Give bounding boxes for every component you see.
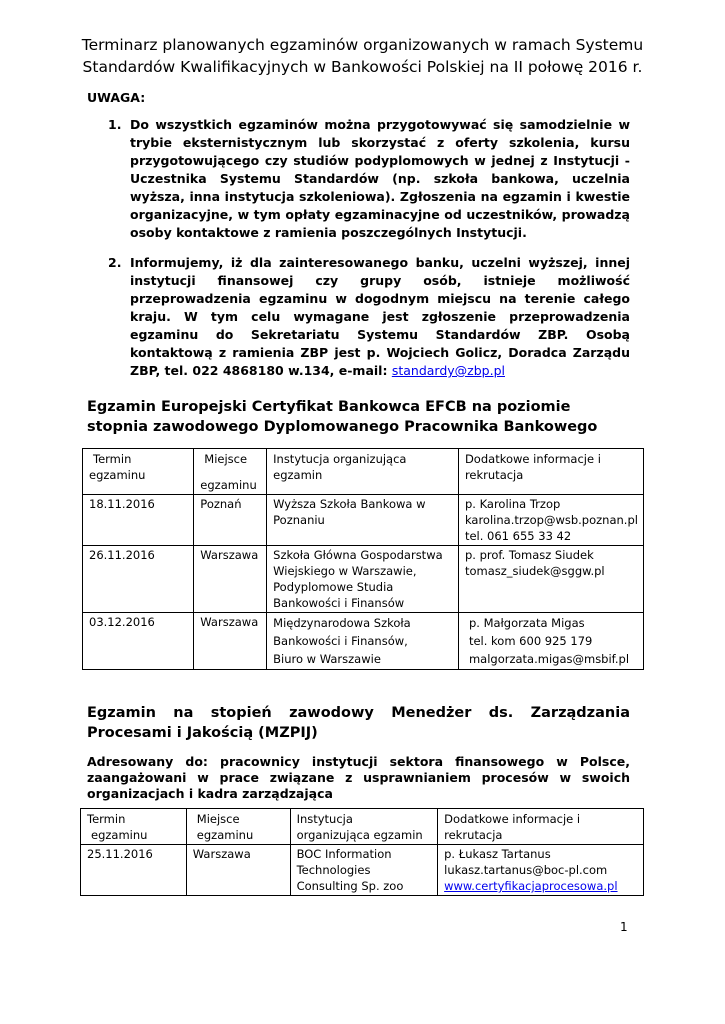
mzpij-heading-line-2: Procesami i Jakością (MZPIJ) <box>87 725 318 741</box>
header-miejsce <box>194 449 267 495</box>
institution-line-2: Bankowości i Finansów, <box>273 634 408 648</box>
header-termin-line-1: Termin <box>93 452 132 466</box>
table-row <box>83 613 644 670</box>
cell-contact <box>458 495 643 546</box>
header-miejsce <box>186 809 290 845</box>
contact-name: p. Karolina Trzop <box>464 497 561 511</box>
cell-place: Warszawa <box>186 845 290 896</box>
audience-line-3: organizacjach i kadra zarządzająca <box>87 786 333 801</box>
efcb-heading <box>87 397 630 437</box>
efcb-heading-line-1: Egzamin Europejski Certyfikat Bankowca EFCB na poziomie <box>87 399 571 415</box>
contact-name: p. prof. Tomasz Siudek <box>464 548 594 562</box>
header-dodatkowe: Dodatkowe informacje i rekrutacja <box>458 449 643 495</box>
cell-contact <box>438 845 644 896</box>
cell-contact <box>458 613 643 670</box>
document-title <box>60 34 665 78</box>
cell-institution: Szkoła Główna Gospodarstwa Wiejskiego w Warszawie, Podyplomowe Studia Bankowości i Finansów <box>267 546 459 613</box>
page-number: 1 <box>620 920 628 934</box>
header-miejsce-line-2: egzaminu <box>200 478 257 492</box>
table-row <box>81 845 644 896</box>
efcb-table <box>82 448 644 670</box>
cell-place: Warszawa <box>194 613 267 670</box>
header-termin-line-2: egzaminu <box>91 828 148 842</box>
institution-line-1: BOC Information <box>296 847 392 861</box>
contact-phone: tel. kom 600 925 179 <box>468 634 593 648</box>
institution-line-3: Biuro w Warszawie <box>273 652 381 666</box>
efcb-heading-line-2: stopnia zawodowego Dyplomowanego Pracownika Bankowego <box>87 419 598 435</box>
title-line-1: Terminarz planowanych egzaminów organizowanych w ramach Systemu <box>81 36 644 54</box>
cell-date: 03.12.2016 <box>83 613 194 670</box>
header-instytucja-line-1: Instytucja <box>296 812 353 826</box>
table-header-row <box>81 809 644 845</box>
header-miejsce-line-1: Miejsce <box>204 452 248 466</box>
title-line-2: Standardów Kwalifikacyjnych w Bankowości Polskiej na II połowę 2016 r. <box>82 58 643 76</box>
cell-contact <box>458 546 643 613</box>
cell-date: 26.11.2016 <box>83 546 194 613</box>
contact-name: p. Małgorzata Migas <box>468 616 585 630</box>
header-miejsce-line-2: egzaminu <box>196 828 254 842</box>
cell-place: Poznań <box>194 495 267 546</box>
note-number: 1. <box>108 117 122 132</box>
note-item <box>108 116 630 242</box>
header-instytucja <box>290 809 438 845</box>
header-termin-line-2: egzaminu <box>89 468 146 482</box>
cell-date: 18.11.2016 <box>83 495 194 546</box>
contact-phone: tel. 061 655 33 42 <box>464 529 572 543</box>
institution-line-3: Consulting Sp. zoo <box>296 879 404 893</box>
mzpij-heading-line-1: Egzamin na stopień zawodowy Menedżer ds. Zarządzania <box>87 705 630 721</box>
table-header-row <box>83 449 644 495</box>
contact-email: lukasz.tartanus@boc-pl.com <box>444 863 608 877</box>
mzpij-table <box>80 808 644 896</box>
institution-line-1: Międzynarodowa Szkoła <box>273 616 411 630</box>
header-instytucja: Instytucja organizująca egzamin <box>267 449 459 495</box>
table-row <box>83 495 644 546</box>
audience-line-1: Adresowany do: pracownicy instytucji sektora finansowego w Polsce, <box>87 754 630 769</box>
contact-email: karolina.trzop@wsb.poznan.pl <box>464 513 638 527</box>
note-number: 2. <box>108 255 122 270</box>
note-item <box>108 254 630 380</box>
cell-institution <box>290 845 438 896</box>
note-text: Do wszystkich egzaminów można przygotowywać się samodzielnie w trybie eksternistycznym lub skorzystać z oferty szkolenia, kursu przygotowującego czy studiów podyplomowych w jednej z Instytucji - Uczestnika Systemu Standardów (np. szkoła bankowa, uczelnia wyższa, inna instytucja szkoleniowa). Zgłoszenia na egzamin i kwestie organizacyjne, w tym opłaty egzaminacyjne od uczestników, prowadzą osoby kontaktowe z ramienia poszczególnych Instytucji. <box>130 117 630 240</box>
header-miejsce-line-1: Miejsce <box>196 812 240 826</box>
contact-email: malgorzata.migas@msbif.pl <box>468 652 630 666</box>
zbp-email-link[interactable]: standardy@zbp.pl <box>391 363 505 378</box>
table-row <box>83 546 644 613</box>
header-termin-line-1: Termin <box>87 812 126 826</box>
institution-line-2: Technologies <box>296 863 371 877</box>
header-dodatkowe: Dodatkowe informacje i rekrutacja <box>438 809 644 845</box>
website-link[interactable]: www.certyfikacjaprocesowa.pl <box>444 879 618 893</box>
contact-email: tomasz_siudek@sggw.pl <box>464 564 605 578</box>
mzpij-audience <box>87 754 630 802</box>
uwaga-label: UWAGA: <box>87 90 146 105</box>
mzpij-heading <box>87 703 630 743</box>
cell-institution: Wyższa Szkoła Bankowa w Poznaniu <box>267 495 459 546</box>
note-text: Informujemy, iż dla zainteresowanego banku, uczelni wyższej, innej instytucji finansowej czy grupy osób, istnieje możliwość przeprowadzenia egzaminu w dogodnym miejscu na terenie całego kraju. W tym celu wymagane jest zgłoszenie przeprowadzenia egzaminu do Sekretariatu Systemu Standardów ZBP. Osobą kontaktową z ramienia ZBP jest p. Wojciech Golicz, Doradca Zarządu ZBP, tel. 022 4868180 w.134, e-mail: <box>130 255 630 378</box>
header-instytucja-line-2: organizująca egzamin <box>296 828 423 842</box>
audience-line-2: zaangażowani w prace związane z usprawnianiem procesów w swoich <box>87 770 630 785</box>
cell-place: Warszawa <box>194 546 267 613</box>
notes-list <box>108 116 630 380</box>
cell-date: 25.11.2016 <box>81 845 187 896</box>
cell-institution <box>267 613 459 670</box>
contact-name: p. Łukasz Tartanus <box>444 847 551 861</box>
header-termin <box>81 809 187 845</box>
header-termin <box>83 449 194 495</box>
